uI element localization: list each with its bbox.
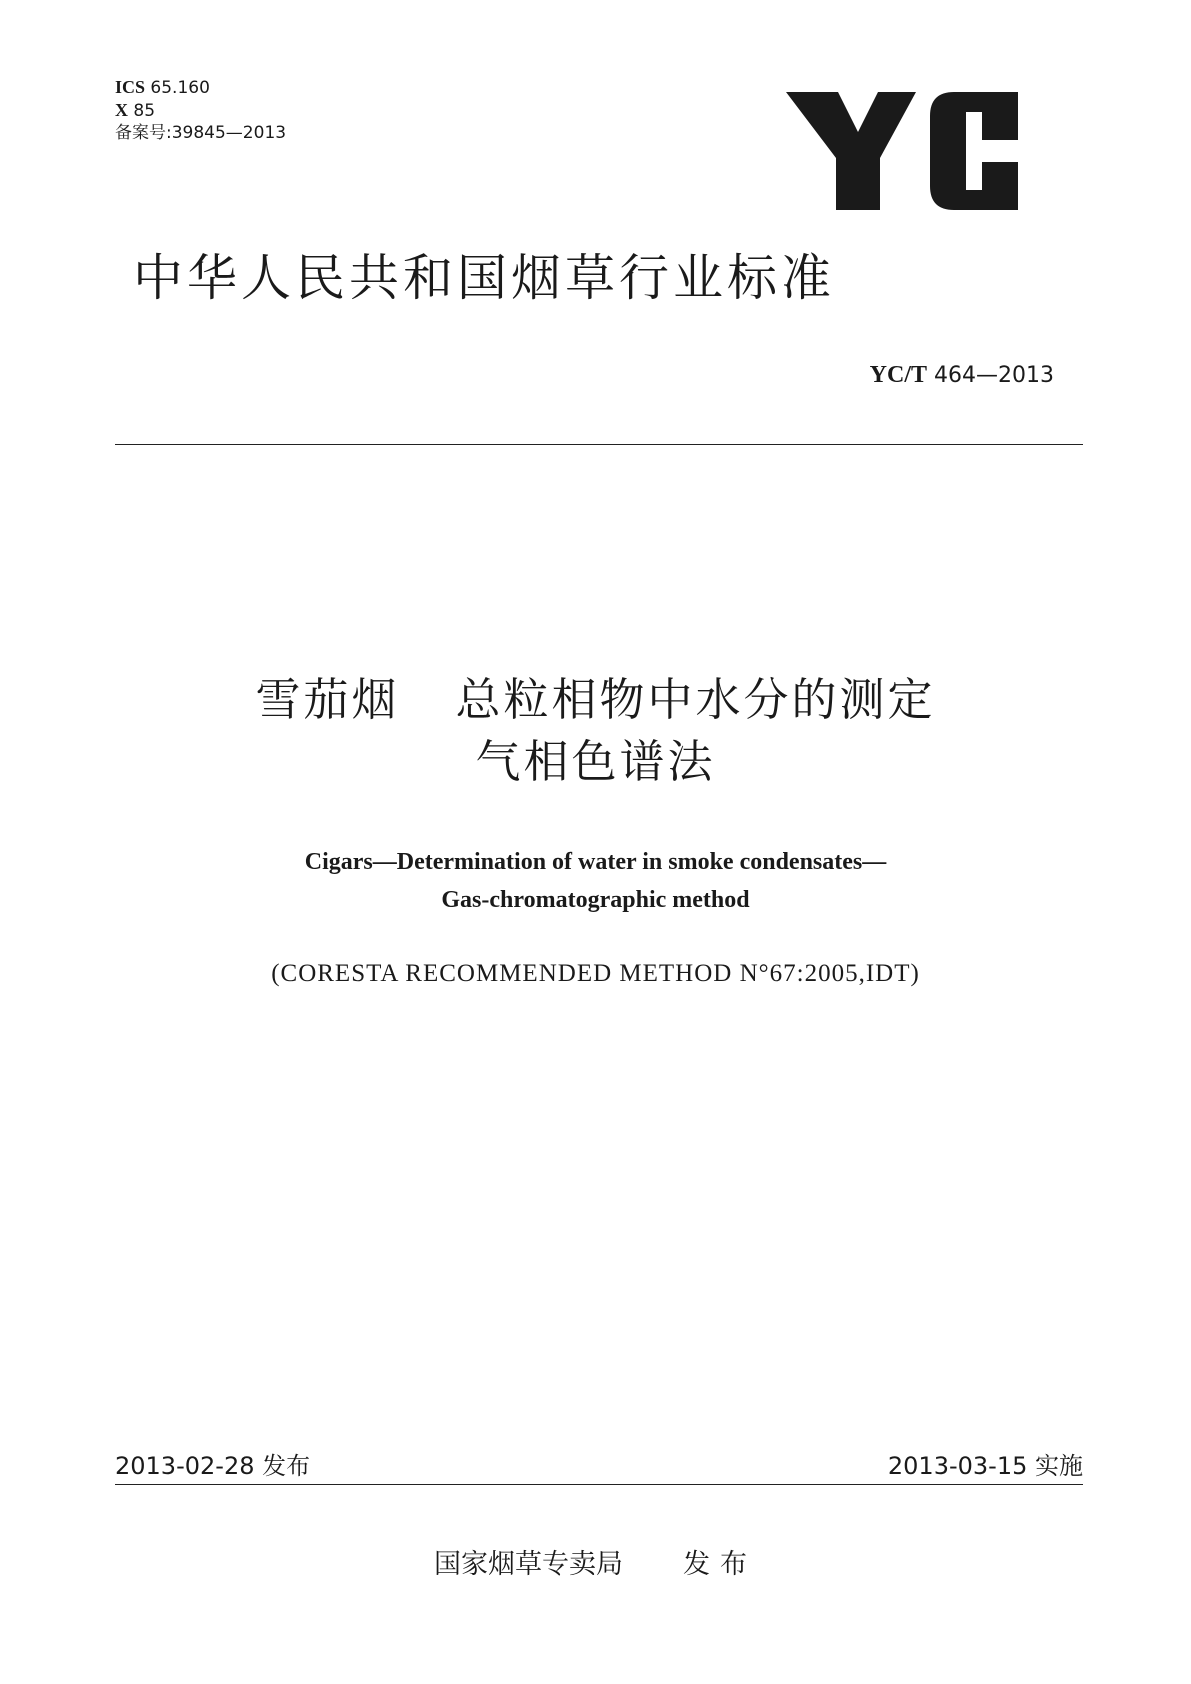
publisher-org: 国家烟草专卖局 (434, 1549, 623, 1580)
publisher-line (0, 1542, 1191, 1581)
classification-code: X 85 (115, 100, 156, 121)
filing-number: 备案号:39845—2013 (115, 123, 287, 143)
classification-block (115, 76, 286, 144)
chinese-title-line-2: 气相色谱法 (475, 735, 716, 788)
yc-logo (786, 92, 1018, 210)
english-title-line-1: Cigars—Determination of water in smoke condensates— (304, 849, 887, 875)
standard-number: YC/T 464—2013 (869, 362, 1054, 388)
header-divider (115, 444, 1083, 445)
adoption-statement: (CORESTA RECOMMENDED METHOD N°67:2005,IDT) (271, 960, 920, 987)
chinese-title-line-1: 雪茄烟 总粒相物中水分的测定 (255, 673, 936, 726)
standard-category-title: 中华人民共和国烟草行业标准 (133, 249, 835, 307)
english-title-line-2: Gas-chromatographic method (441, 887, 750, 913)
publisher-action: 发布 (683, 1549, 757, 1580)
publish-date: 2013-02-28 发布 (115, 1452, 311, 1480)
effective-date: 2013-03-15 实施 (887, 1452, 1083, 1480)
ics-code: ICS 65.160 (115, 77, 210, 98)
footer-divider (115, 1484, 1083, 1485)
